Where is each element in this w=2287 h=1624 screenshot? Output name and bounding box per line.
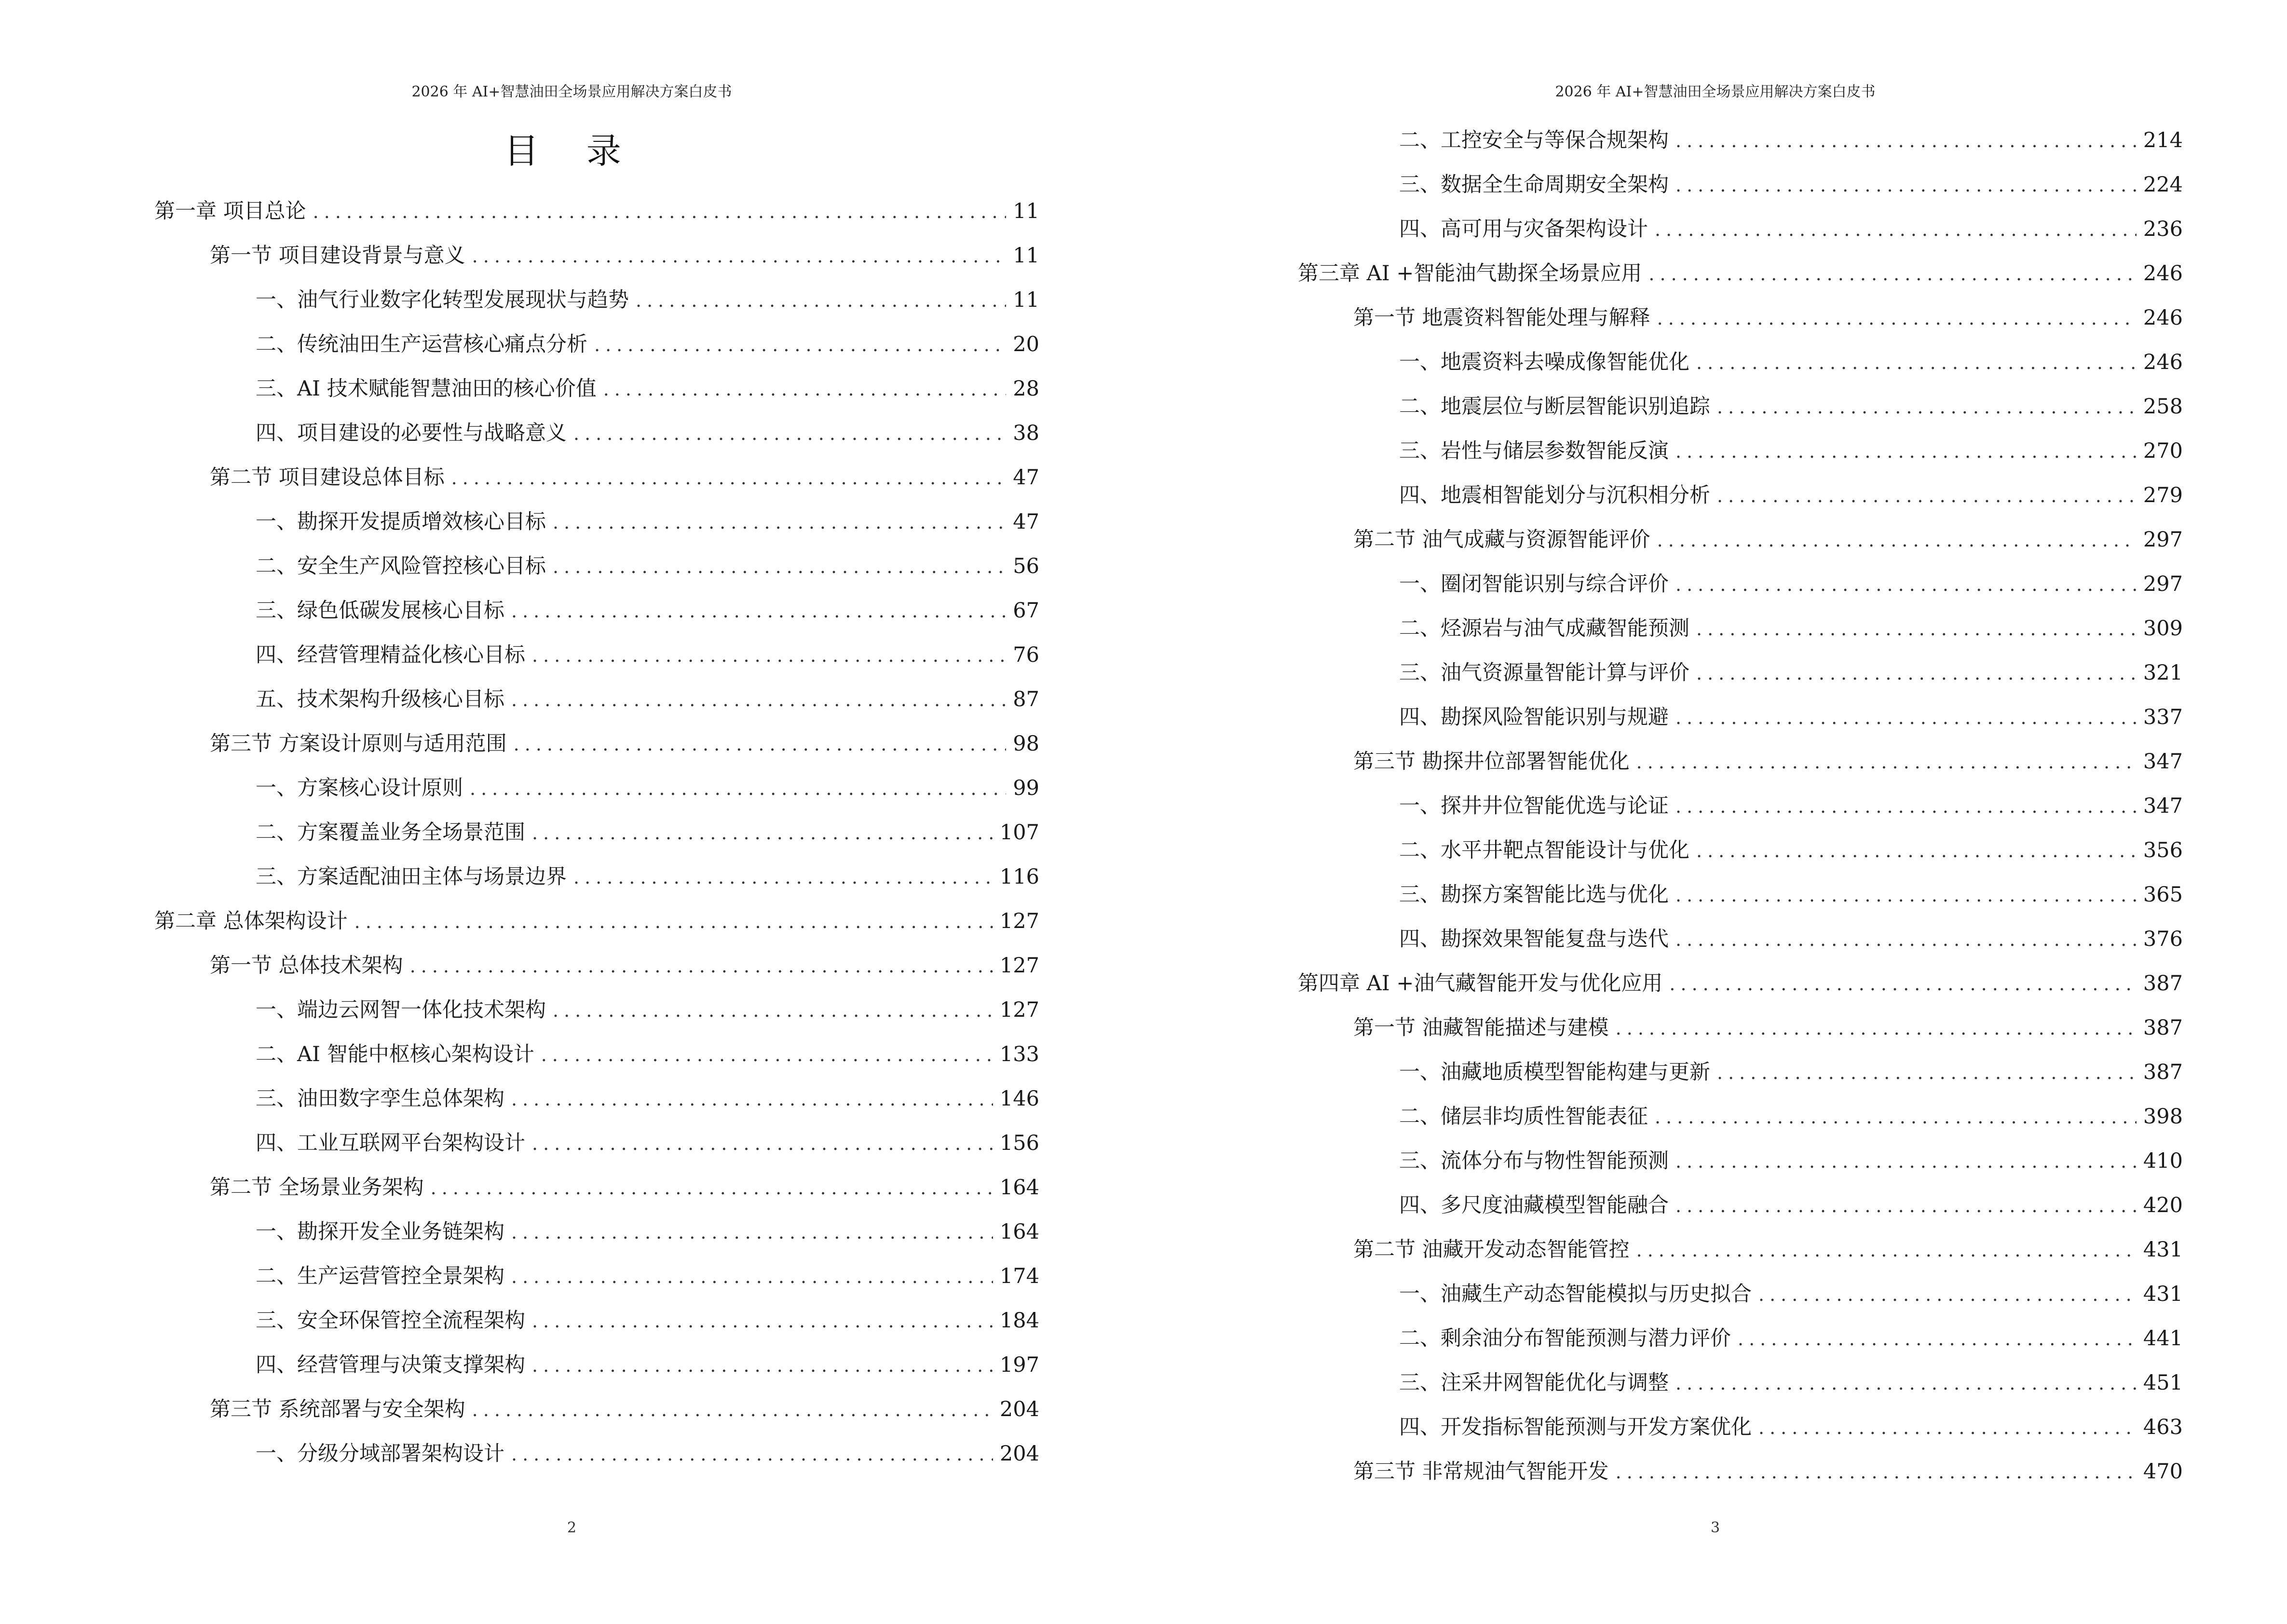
toc-entry-title: 四、高可用与灾备架构设计	[1399, 217, 1648, 241]
toc-subsection-entry[interactable]	[154, 1254, 1039, 1298]
toc-entry-title: 一、油藏地质模型智能构建与更新	[1399, 1060, 1710, 1084]
toc-dot-leader	[1675, 163, 2137, 207]
toc-subsection-entry[interactable]	[1298, 1272, 2183, 1316]
toc-subsection-entry[interactable]	[1298, 384, 2183, 429]
toc-entry-title: 第二节 油藏开发动态智能管控	[1353, 1238, 1630, 1262]
toc-entry-page: 116	[999, 865, 1039, 889]
toc-entry-page: 98	[1013, 732, 1039, 756]
toc-entry-title: 第一章 项目总论	[154, 199, 306, 223]
toc-entry-page: 11	[1013, 288, 1039, 312]
toc-entry-title: 四、勘探效果智能复盘与迭代	[1399, 927, 1669, 951]
toc-subsection-entry[interactable]	[1298, 118, 2183, 163]
toc-subsection-entry[interactable]	[1298, 1183, 2183, 1228]
toc-entry-page: 127	[999, 998, 1039, 1022]
toc-dot-leader	[1657, 296, 2137, 341]
toc-subsection-entry[interactable]	[1298, 1405, 2183, 1449]
toc-dot-leader	[1616, 1006, 2137, 1051]
toc-entry-title: 四、项目建设的必要性与战略意义	[256, 421, 567, 445]
toc-dot-leader	[1675, 562, 2137, 607]
toc-dot-leader	[1675, 696, 2137, 740]
toc-entry-title: 一、地震资料去噪成像智能优化	[1399, 350, 1689, 374]
toc-dot-leader	[1675, 784, 2137, 829]
toc-entry-page: 337	[2143, 705, 2183, 729]
toc-subsection-entry[interactable]	[1298, 473, 2183, 518]
toc-dot-leader	[1669, 962, 2137, 1006]
toc-subsection-entry[interactable]	[1298, 1050, 2183, 1094]
toc-subsection-entry[interactable]	[1298, 1361, 2183, 1405]
toc-entry-page: 387	[2143, 1016, 2183, 1040]
toc-entry-page: 365	[2143, 883, 2183, 907]
toc-entry-title: 第三节 方案设计原则与适用范围	[210, 732, 507, 756]
toc-entry-title: 第三章 AI +智能油气勘探全场景应用	[1298, 261, 1642, 286]
toc-entry-title: 第三节 非常规油气智能开发	[1353, 1460, 1609, 1484]
toc-entry-page: 246	[2143, 261, 2183, 286]
toc-dot-leader	[431, 1166, 993, 1210]
toc-entry-title: 一、圈闭智能识别与综合评价	[1399, 572, 1669, 596]
toc-entry-page: 156	[999, 1131, 1039, 1155]
toc-dot-leader	[1675, 1184, 2137, 1228]
toc-dot-leader	[1696, 651, 2137, 696]
toc-dot-leader	[514, 722, 1007, 766]
toc-entry-page: 246	[2143, 350, 2183, 374]
toc-entry-title: 第二章 总体架构设计	[154, 909, 348, 933]
toc-dot-leader	[354, 900, 993, 944]
toc-entry-page: 164	[999, 1175, 1039, 1200]
toc-subsection-entry[interactable]	[154, 1432, 1039, 1476]
toc-section-entry[interactable]	[154, 722, 1039, 766]
toc-entry-title: 三、绿色低碳发展核心目标	[256, 599, 504, 623]
toc-entry-page: 246	[2143, 306, 2183, 330]
toc-dot-leader	[1696, 607, 2137, 651]
toc-dot-leader	[1717, 385, 2137, 429]
toc-chapter-entry[interactable]	[154, 899, 1039, 943]
toc-entry-page: 174	[999, 1264, 1039, 1288]
toc-dot-leader	[451, 456, 1007, 500]
toc-subsection-entry[interactable]	[154, 588, 1039, 633]
toc-subsection-entry[interactable]	[1298, 340, 2183, 384]
toc-subsection-entry[interactable]	[154, 677, 1039, 722]
toc-entry-page: 463	[2143, 1415, 2183, 1439]
toc-entry-title: 二、安全生产风险管控核心目标	[256, 554, 546, 578]
page-number: 3	[1710, 1519, 1720, 1536]
running-header: 2026 年 AI+智慧油田全场景应用解决方案白皮书	[411, 83, 732, 100]
toc-entry-page: 387	[2143, 1060, 2183, 1084]
toc-entry-title: 一、勘探开发全业务链架构	[256, 1220, 504, 1244]
toc-entry-title: 三、油气资源量智能计算与评价	[1399, 661, 1689, 685]
toc-entry-title: 三、流体分布与物性智能预测	[1399, 1149, 1669, 1173]
toc-dot-leader	[1655, 207, 2137, 252]
toc-subsection-entry[interactable]	[154, 633, 1039, 677]
toc-entry-title: 第一节 油藏智能描述与建模	[1353, 1016, 1609, 1040]
toc-entry-page: 76	[1013, 643, 1039, 667]
toc-subsection-entry[interactable]	[154, 766, 1039, 810]
toc-entry-page: 204	[999, 1442, 1039, 1466]
toc-entry-title: 一、端边云网智一体化技术架构	[256, 998, 546, 1022]
toc-entry-title: 二、地震层位与断层智能识别追踪	[1399, 395, 1710, 419]
toc-dot-leader	[532, 1299, 993, 1343]
toc-entry-title: 五、技术架构升级核心目标	[256, 687, 504, 711]
toc-entry-title: 二、生产运营管控全景架构	[256, 1264, 504, 1288]
toc-subsection-entry[interactable]	[154, 1032, 1039, 1077]
toc-entry-page: 127	[999, 954, 1039, 978]
toc-entry-page: 214	[2143, 128, 2183, 152]
toc-dot-leader	[1675, 119, 2137, 163]
toc-subsection-entry[interactable]	[1298, 163, 2183, 207]
toc-entry-title: 三、AI 技术赋能智慧油田的核心价值	[256, 377, 597, 401]
toc-subsection-entry[interactable]	[1298, 606, 2183, 651]
toc-entry-title: 二、方案覆盖业务全场景范围	[256, 820, 525, 845]
toc-entry-title: 第三节 勘探井位部署智能优化	[1353, 750, 1630, 774]
toc-subsection-entry[interactable]	[154, 411, 1039, 455]
toc-dot-leader	[603, 367, 1007, 411]
toc-subsection-entry[interactable]	[1298, 1139, 2183, 1183]
toc-title: 目 录	[504, 131, 640, 171]
toc-dot-leader	[553, 545, 1006, 589]
toc-entry-page: 431	[2143, 1282, 2183, 1306]
toc-dot-leader	[532, 1343, 993, 1388]
toc-entry-page: 87	[1013, 687, 1039, 711]
toc-entry-page: 164	[999, 1220, 1039, 1244]
toc-subsection-entry[interactable]	[1298, 429, 2183, 473]
toc-dot-leader	[472, 1388, 993, 1432]
toc-entry-title: 第二节 项目建设总体目标	[210, 465, 445, 490]
toc-entry-title: 一、油气行业数字化转型发展现状与趋势	[256, 288, 629, 312]
toc-entry-page: 270	[2143, 439, 2183, 463]
toc-entry-title: 一、方案核心设计原则	[256, 776, 463, 800]
toc-entry-page: 11	[1013, 244, 1039, 268]
toc-subsection-entry[interactable]	[1298, 784, 2183, 828]
toc-entry-title: 二、储层非均质性智能表征	[1399, 1105, 1648, 1129]
toc-dot-leader	[1758, 1272, 2137, 1317]
toc-entry-page: 347	[2143, 794, 2183, 818]
toc-section-entry[interactable]	[1298, 1228, 2183, 1272]
toc-entry-title: 第二节 全场景业务架构	[210, 1175, 424, 1200]
toc-subsection-entry[interactable]	[1298, 828, 2183, 873]
toc-dot-leader	[1636, 740, 2137, 784]
toc-subsection-entry[interactable]	[1298, 207, 2183, 251]
toc-entry-page: 376	[2143, 927, 2183, 951]
toc-entry-page: 309	[2143, 616, 2183, 641]
toc-subsection-entry[interactable]	[154, 278, 1039, 322]
toc-dot-leader	[470, 766, 1006, 811]
running-header: 2026 年 AI+智慧油田全场景应用解决方案白皮书	[1555, 83, 1876, 100]
toc-entry-title: 第三节 系统部署与安全架构	[210, 1397, 465, 1421]
toc-entry-page: 297	[2143, 572, 2183, 596]
toc-dot-leader	[511, 1210, 993, 1255]
toc-entry-title: 三、勘探方案智能比选与优化	[1399, 883, 1669, 907]
toc-entry-title: 四、经营管理与决策支撑架构	[256, 1353, 525, 1377]
toc-subsection-entry[interactable]	[1298, 651, 2183, 695]
toc-entry-page: 470	[2143, 1460, 2183, 1484]
toc-dot-leader	[573, 411, 1006, 456]
toc-list	[1298, 118, 2183, 1494]
toc-list	[154, 189, 1039, 1476]
toc-entry-page: 184	[999, 1309, 1039, 1333]
toc-entry-page: 258	[2143, 395, 2183, 419]
toc-entry-title: 一、探井井位智能优选与论证	[1399, 794, 1669, 818]
toc-subsection-entry[interactable]	[154, 1343, 1039, 1387]
toc-entry-title: 第一节 地震资料智能处理与解释	[1353, 306, 1650, 330]
toc-subsection-entry[interactable]	[1298, 917, 2183, 961]
toc-dot-leader	[1675, 1361, 2137, 1406]
toc-entry-title: 一、油藏生产动态智能模拟与历史拟合	[1399, 1282, 1752, 1306]
toc-entry-title: 第四章 AI +油气藏智能开发与优化应用	[1298, 971, 1663, 996]
toc-subsection-entry[interactable]	[154, 544, 1039, 588]
toc-entry-title: 二、水平井靶点智能设计与优化	[1399, 838, 1689, 862]
toc-entry-page: 420	[2143, 1193, 2183, 1217]
toc-dot-leader	[1675, 429, 2137, 474]
toc-dot-leader	[1636, 1228, 2137, 1272]
toc-subsection-entry[interactable]	[154, 367, 1039, 411]
toc-entry-title: 第二节 油气成藏与资源智能评价	[1353, 528, 1650, 552]
toc-entry-title: 四、勘探风险智能识别与规避	[1399, 705, 1669, 729]
toc-dot-leader	[573, 855, 993, 900]
toc-entry-title: 二、剩余油分布智能预测与潜力评价	[1399, 1326, 1731, 1351]
toc-entry-page: 99	[1013, 776, 1039, 800]
toc-dot-leader	[511, 589, 1006, 633]
toc-dot-leader	[553, 988, 993, 1033]
right-page	[1144, 0, 2287, 1624]
toc-chapter-entry[interactable]	[1298, 251, 2183, 296]
toc-subsection-entry[interactable]	[154, 988, 1039, 1032]
toc-dot-leader	[541, 1033, 993, 1077]
toc-dot-leader	[1717, 474, 2137, 518]
toc-entry-page: 204	[999, 1397, 1039, 1421]
toc-entry-page: 127	[999, 909, 1039, 933]
toc-section-entry[interactable]	[154, 943, 1039, 988]
toc-entry-title: 二、AI 智能中枢核心架构设计	[256, 1042, 534, 1066]
toc-entry-page: 297	[2143, 528, 2183, 552]
toc-dot-leader	[511, 1077, 993, 1121]
toc-dot-leader	[636, 278, 1006, 323]
toc-entry-page: 224	[2143, 173, 2183, 197]
toc-subsection-entry[interactable]	[1298, 1094, 2183, 1139]
toc-entry-title: 二、工控安全与等保合规架构	[1399, 128, 1669, 152]
toc-dot-leader	[313, 190, 1007, 234]
toc-entry-page: 451	[2143, 1371, 2183, 1395]
toc-entry-page: 107	[999, 820, 1039, 845]
toc-entry-page: 441	[2143, 1326, 2183, 1351]
toc-dot-leader	[1738, 1317, 2137, 1361]
toc-dot-leader	[1675, 873, 2137, 917]
toc-dot-leader	[511, 1255, 993, 1299]
toc-section-entry[interactable]	[1298, 296, 2183, 340]
toc-entry-page: 279	[2143, 483, 2183, 507]
toc-entry-title: 四、开发指标智能预测与开发方案优化	[1399, 1415, 1752, 1439]
toc-dot-leader	[472, 234, 1007, 278]
toc-subsection-entry[interactable]	[154, 322, 1039, 367]
toc-dot-leader	[410, 944, 993, 988]
toc-entry-page: 431	[2143, 1238, 2183, 1262]
toc-entry-title: 三、安全环保管控全流程架构	[256, 1309, 525, 1333]
toc-section-entry[interactable]	[154, 1387, 1039, 1432]
toc-dot-leader	[532, 811, 993, 855]
toc-dot-leader	[1616, 1450, 2137, 1494]
toc-dot-leader	[594, 323, 1006, 367]
toc-entry-page: 20	[1013, 332, 1039, 356]
toc-chapter-entry[interactable]	[1298, 961, 2183, 1006]
toc-entry-page: 387	[2143, 971, 2183, 996]
toc-subsection-entry[interactable]	[154, 810, 1039, 855]
toc-dot-leader	[511, 1432, 993, 1476]
toc-entry-title: 第一节 总体技术架构	[210, 954, 403, 978]
toc-entry-page: 146	[999, 1087, 1039, 1111]
toc-dot-leader	[553, 500, 1006, 545]
toc-dot-leader	[532, 633, 1006, 678]
toc-entry-page: 197	[999, 1353, 1039, 1377]
toc-subsection-entry[interactable]	[154, 855, 1039, 899]
toc-subsection-entry[interactable]	[154, 1121, 1039, 1165]
toc-entry-page: 347	[2143, 750, 2183, 774]
toc-entry-page: 133	[999, 1042, 1039, 1066]
toc-subsection-entry[interactable]	[154, 500, 1039, 544]
toc-dot-leader	[532, 1121, 993, 1166]
toc-dot-leader	[1758, 1406, 2137, 1450]
toc-subsection-entry[interactable]	[154, 1210, 1039, 1254]
toc-entry-title: 三、方案适配油田主体与场景边界	[256, 865, 567, 889]
toc-entry-title: 四、工业互联网平台架构设计	[256, 1131, 525, 1155]
toc-entry-title: 三、油田数字孪生总体架构	[256, 1087, 504, 1111]
toc-entry-page: 47	[1013, 465, 1039, 490]
toc-entry-page: 28	[1013, 377, 1039, 401]
toc-subsection-entry[interactable]	[154, 1077, 1039, 1121]
toc-section-entry[interactable]	[154, 233, 1039, 278]
toc-subsection-entry[interactable]	[1298, 873, 2183, 917]
toc-entry-title: 一、分级分域部署架构设计	[256, 1442, 504, 1466]
toc-subsection-entry[interactable]	[1298, 1316, 2183, 1361]
toc-section-entry[interactable]	[154, 1165, 1039, 1210]
toc-entry-page: 11	[1013, 199, 1039, 223]
toc-entry-page: 47	[1013, 510, 1039, 534]
toc-subsection-entry[interactable]	[1298, 695, 2183, 739]
toc-entry-title: 四、地震相智能划分与沉积相分析	[1399, 483, 1710, 507]
toc-entry-title: 第一节 项目建设背景与意义	[210, 244, 465, 268]
toc-entry-title: 四、经营管理精益化核心目标	[256, 643, 525, 667]
toc-dot-leader	[1648, 252, 2137, 296]
toc-dot-leader	[1675, 917, 2137, 962]
toc-subsection-entry[interactable]	[154, 1298, 1039, 1343]
toc-entry-page: 67	[1013, 599, 1039, 623]
page-number: 2	[567, 1519, 577, 1536]
toc-section-entry[interactable]	[1298, 1006, 2183, 1050]
toc-entry-page: 38	[1013, 421, 1039, 445]
toc-entry-title: 二、烃源岩与油气成藏智能预测	[1399, 616, 1689, 641]
toc-entry-title: 一、勘探开发提质增效核心目标	[256, 510, 546, 534]
toc-entry-page: 356	[2143, 838, 2183, 862]
toc-entry-page: 321	[2143, 661, 2183, 685]
toc-dot-leader	[1717, 1051, 2137, 1095]
toc-section-entry[interactable]	[1298, 518, 2183, 562]
toc-entry-page: 410	[2143, 1149, 2183, 1173]
toc-entry-page: 56	[1013, 554, 1039, 578]
toc-entry-title: 三、注采井网智能优化与调整	[1399, 1371, 1669, 1395]
toc-entry-page: 236	[2143, 217, 2183, 241]
toc-entry-title: 四、多尺度油藏模型智能融合	[1399, 1193, 1669, 1217]
toc-section-entry[interactable]	[1298, 1449, 2183, 1494]
toc-dot-leader	[1696, 829, 2137, 873]
toc-dot-leader	[511, 678, 1006, 722]
toc-section-entry[interactable]	[1298, 739, 2183, 784]
toc-entry-title: 三、岩性与储层参数智能反演	[1399, 439, 1669, 463]
toc-dot-leader	[1696, 341, 2137, 385]
toc-chapter-entry[interactable]	[154, 189, 1039, 233]
toc-dot-leader	[1657, 518, 2137, 562]
toc-dot-leader	[1675, 1139, 2137, 1184]
toc-dot-leader	[1655, 1095, 2137, 1139]
toc-entry-title: 三、数据全生命周期安全架构	[1399, 173, 1669, 197]
toc-entry-title: 二、传统油田生产运营核心痛点分析	[256, 332, 587, 356]
toc-subsection-entry[interactable]	[1298, 562, 2183, 606]
toc-entry-page: 398	[2143, 1105, 2183, 1129]
toc-section-entry[interactable]	[154, 455, 1039, 500]
